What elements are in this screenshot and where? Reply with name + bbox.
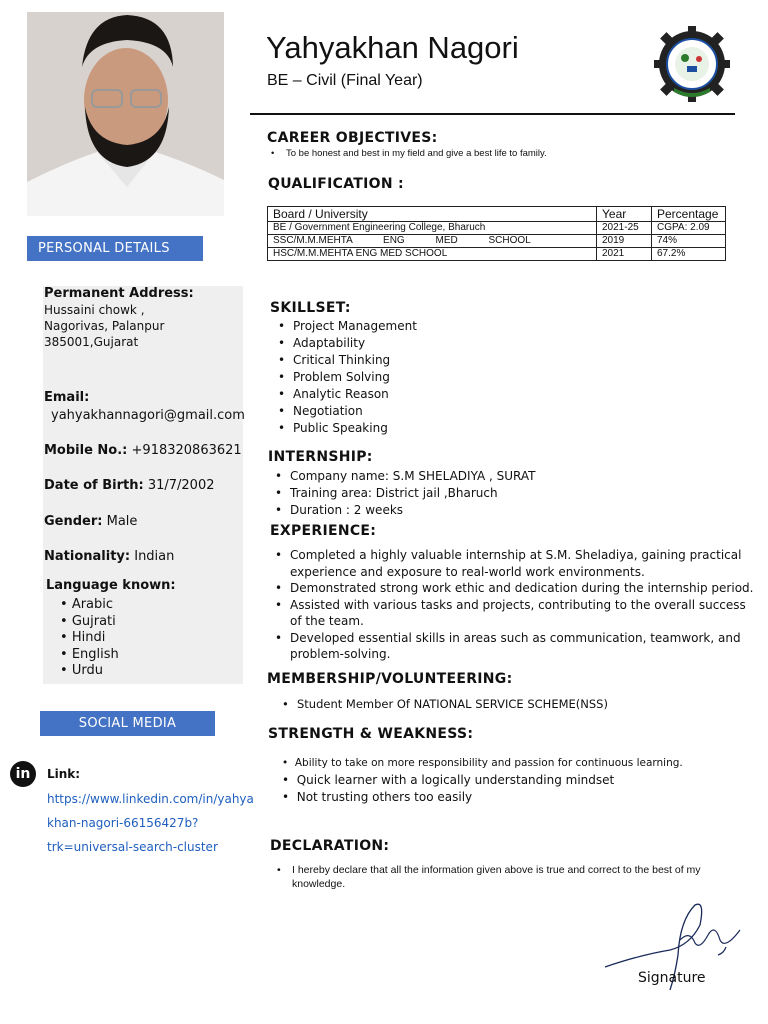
nationality-value: Indian xyxy=(134,549,175,564)
qualification-heading: QUALIFICATION : xyxy=(268,176,404,192)
address-line: Nagorivas, Palanpur xyxy=(44,319,165,333)
nationality-row xyxy=(44,549,174,564)
table-cell: 2021 xyxy=(597,248,652,261)
declaration-heading: DECLARATION: xyxy=(270,838,390,854)
dob-value: 31/7/2002 xyxy=(147,478,215,493)
career-objectives-heading: CAREER OBJECTIVES: xyxy=(267,130,438,146)
list-item: • Quick learner with a logically understanding mindset xyxy=(282,773,615,787)
email-value[interactable]: yahyakhannagori@gmail.com xyxy=(51,408,245,423)
membership-heading: MEMBERSHIP/VOLUNTEERING: xyxy=(267,671,513,687)
language-item: • Gujrati xyxy=(60,613,116,629)
list-item: • Developed essential skills in areas such as communication, teamwork, and problem-solving. xyxy=(290,630,755,663)
table-row xyxy=(268,222,726,235)
table-cell: BE / Government Engineering College, Bharuch xyxy=(268,222,597,235)
address-line: 385001,Gujarat xyxy=(44,335,139,349)
column-header: Year xyxy=(597,207,652,222)
membership-list xyxy=(275,696,608,712)
list-item: • Project Management xyxy=(293,318,417,335)
list-item: • Not trusting others too easily xyxy=(282,790,473,804)
dob-row xyxy=(44,478,215,493)
email-label: Email: xyxy=(44,390,90,405)
language-item: • Urdu xyxy=(60,663,103,678)
table-cell: HSC/M.M.MEHTA ENG MED SCHOOL xyxy=(268,248,597,261)
personal-details-title: PERSONAL DETAILS xyxy=(38,241,170,256)
qualification-table xyxy=(267,206,726,261)
languages-label: Language known: xyxy=(46,578,176,593)
table-row xyxy=(268,235,726,248)
list-item: • Student Member Of NATIONAL SERVICE SCHEME(NSS) xyxy=(297,696,608,712)
gender-value: Male xyxy=(106,514,138,529)
experience-list xyxy=(268,547,755,663)
gender-row xyxy=(44,514,137,529)
list-item: • Assisted with various tasks and projects, contributing to the overall success of the team. xyxy=(290,597,755,630)
social-media-banner xyxy=(40,711,215,736)
skillset-heading: SKILLSET: xyxy=(270,300,351,316)
language-item: • Arabic xyxy=(60,597,114,612)
table-cell: SSC/M.M.MEHTA ENG MED SCHOOL xyxy=(268,235,597,248)
link-line[interactable]: khan-nagori-66156427b? xyxy=(47,816,199,830)
language-item: • Hindi xyxy=(60,630,106,645)
address-line: Hussaini chowk , xyxy=(44,303,145,317)
personal-details-banner xyxy=(27,236,203,261)
degree-title: BE – Civil (Final Year) xyxy=(267,72,423,89)
list-item: • Ability to take on more responsibility and passion for continuous learning. xyxy=(282,757,683,769)
skillset-list xyxy=(271,318,417,437)
language-item: • English xyxy=(60,646,119,662)
table-cell: 2021-25 xyxy=(597,222,652,235)
nationality-label: Nationality: xyxy=(44,549,131,564)
table-row xyxy=(268,248,726,261)
list-item: • Adaptability xyxy=(293,335,417,352)
address-value xyxy=(44,302,164,350)
list-item: • Company name: S.M SHELADIYA , SURAT xyxy=(290,468,535,485)
mobile-value: +918320863621 xyxy=(131,443,242,458)
gender-label: Gender: xyxy=(44,514,103,529)
experience-heading: EXPERIENCE: xyxy=(270,523,377,539)
linkedin-link[interactable] xyxy=(47,787,254,859)
career-list xyxy=(270,148,547,159)
table-cell: 2019 xyxy=(597,235,652,248)
college-logo-icon xyxy=(654,26,730,102)
internship-heading: INTERNSHIP: xyxy=(268,449,373,465)
table-header-row xyxy=(268,207,726,222)
internship-list xyxy=(268,468,535,519)
mobile-row xyxy=(44,443,242,458)
list-item: • Problem Solving xyxy=(293,369,417,386)
list-item: • Analytic Reason xyxy=(293,386,417,403)
person-name: Yahyakhan Nagori xyxy=(266,30,519,65)
signature-label: Signature xyxy=(638,970,706,986)
link-line[interactable]: trk=universal-search-cluster xyxy=(47,840,218,854)
column-header: Percentage xyxy=(652,207,726,222)
column-header: Board / University xyxy=(268,207,597,222)
dob-label: Date of Birth: xyxy=(44,478,144,493)
link-label: Link: xyxy=(47,767,81,781)
header-divider xyxy=(250,113,735,115)
table-cell: CGPA: 2.09 xyxy=(652,222,726,235)
list-item: • Critical Thinking xyxy=(293,352,417,369)
list-item: • Public Speaking xyxy=(293,420,417,437)
strength-weakness-heading: STRENGTH & WEAKNESS: xyxy=(268,726,474,742)
address-label: Permanent Address: xyxy=(44,286,194,301)
list-item: • Training area: District jail ,Bharuch xyxy=(290,485,535,502)
link-line[interactable]: https://www.linkedin.com/in/yahya xyxy=(47,792,254,806)
strength-list xyxy=(282,755,683,806)
declaration-list xyxy=(270,863,722,891)
profile-photo xyxy=(27,12,224,216)
social-media-title: SOCIAL MEDIA xyxy=(78,716,177,731)
languages-list xyxy=(60,597,119,680)
mobile-label: Mobile No.: xyxy=(44,443,128,458)
list-item: • I hereby declare that all the information given above is true and correct to the best of my knowledge. xyxy=(292,863,722,891)
list-item: • Completed a highly valuable internship at S.M. Sheladiya, gaining practical experience and exposure to real-world work environments. xyxy=(290,547,755,580)
linkedin-icon[interactable]: in xyxy=(10,761,36,787)
list-item: • To be honest and best in my field and give a best life to family. xyxy=(286,148,547,159)
table-cell: 74% xyxy=(652,235,726,248)
list-item: • Demonstrated strong work ethic and dedication during the internship period. xyxy=(290,580,755,597)
list-item: • Negotiation xyxy=(293,403,417,420)
list-item: • Duration : 2 weeks xyxy=(290,502,535,519)
table-cell: 67.2% xyxy=(652,248,726,261)
